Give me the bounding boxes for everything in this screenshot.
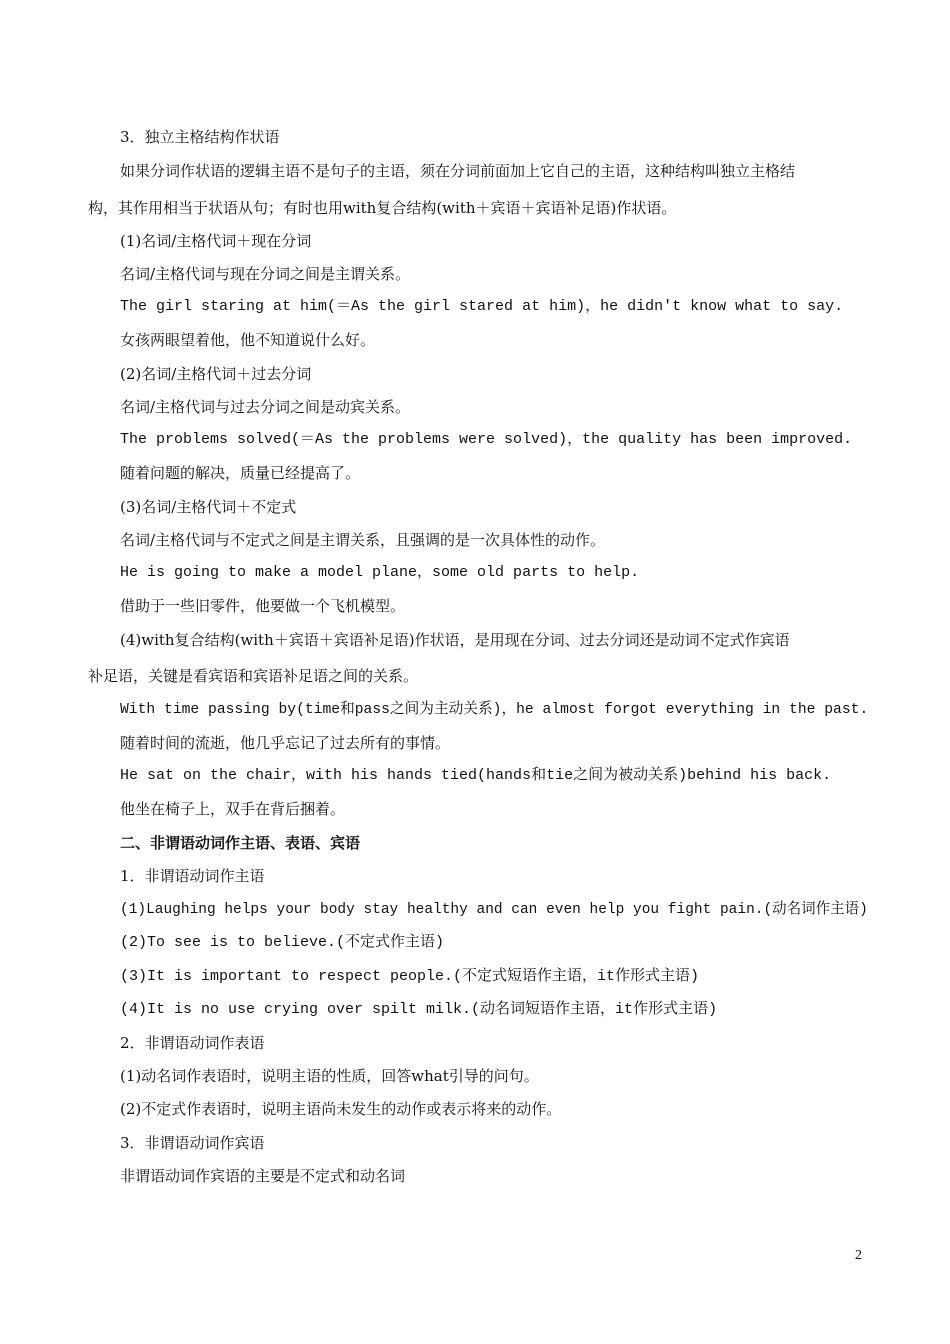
example-translation: 借助于一些旧零件，他要做一个飞机模型。 <box>120 597 406 615</box>
example-translation: 他坐在椅子上，双手在背后捆着。 <box>120 800 346 818</box>
paragraph-line: 如果分词作状语的逻辑主语不是句子的主语，须在分词前面加上它自己的主语，这种结构叫独立主格结 <box>120 162 796 180</box>
paragraph-line: (4)with复合结构(with＋宾语＋宾语补足语)作状语，是用现在分词、过去分词还是动词不定式作宾语 <box>120 631 790 649</box>
paragraph-line: 非谓语动词作宾语的主要是不定式和动名词 <box>120 1167 406 1185</box>
subheading: 3．非谓语动词作宾语 <box>120 1134 265 1152</box>
example-translation: 女孩两眼望着他，他不知道说什么好。 <box>120 331 376 349</box>
subheading: (3)名词/主格代词＋不定式 <box>120 498 297 516</box>
subheading: 2．非谓语动词作表语 <box>120 1034 265 1052</box>
subheading: (2)名词/主格代词＋过去分词 <box>120 365 312 383</box>
paragraph-line: 名词/主格代词与现在分词之间是主谓关系。 <box>120 265 411 283</box>
example-translation: 随着时间的流逝，他几乎忘记了过去所有的事情。 <box>120 734 451 752</box>
example-sentence: The problems solved(＝As the problems were solved)，the quality has been improved. <box>120 431 853 448</box>
paragraph-line: 名词/主格代词与不定式之间是主谓关系，且强调的是一次具体性的动作。 <box>120 531 606 549</box>
example-sentence: He sat on the chair，with his hands tied(hands和tie之间为被动关系)behind his back. <box>120 767 832 784</box>
example-translation: 随着问题的解决，质量已经提高了。 <box>120 464 361 482</box>
paragraph-line: 构，其作用相当于状语从句；有时也用with复合结构(with＋宾语＋宾语补足语)作状语。 <box>88 199 677 217</box>
paragraph-line: 补足语，关键是看宾语和宾语补足语之间的关系。 <box>88 667 419 685</box>
example-sentence: He is going to make a model plane，some old parts to help. <box>120 564 640 581</box>
paragraph-line: 名词/主格代词与过去分词之间是动宾关系。 <box>120 398 411 416</box>
example-sentence: (4)It is no use crying over spilt milk.(动名词短语作主语，it作形式主语) <box>120 1001 718 1018</box>
example-sentence: The girl staring at him(＝As the girl stared at him)，he didn't know what to say. <box>120 298 844 315</box>
paragraph-line: (1)动名词作表语时，说明主语的性质，回答what引导的问句。 <box>120 1067 539 1085</box>
example-sentence: (3)It is important to respect people.(不定式短语作主语，it作形式主语) <box>120 968 700 985</box>
heading-absolute-construction: 3．独立主格结构作状语 <box>120 128 280 146</box>
example-sentence: (1)Laughing helps your body stay healthy and can even help you fight pain.(动名词作主语) <box>120 901 868 918</box>
page-number: 2 <box>855 1248 862 1263</box>
subheading: 1．非谓语动词作主语 <box>120 867 265 885</box>
section-heading: 二、非谓语动词作主语、表语、宾语 <box>120 834 361 852</box>
example-sentence: (2)To see is to believe.(不定式作主语) <box>120 934 445 951</box>
paragraph-line: (2)不定式作表语时，说明主语尚未发生的动作或表示将来的动作。 <box>120 1100 562 1118</box>
example-sentence: With time passing by(time和pass之间为主动关系)，he almost forgot everything in the past. <box>120 701 869 718</box>
subheading: (1)名词/主格代词＋现在分词 <box>120 232 312 250</box>
